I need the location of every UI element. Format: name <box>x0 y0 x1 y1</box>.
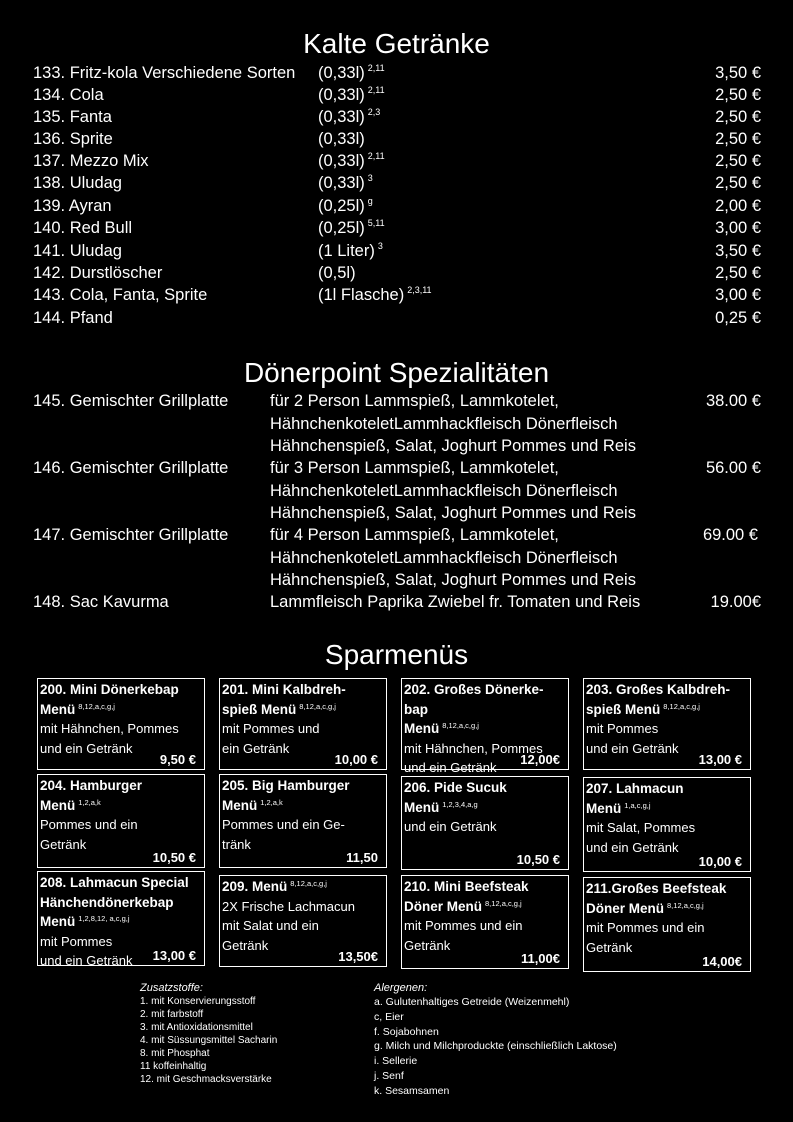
drink-size <box>318 284 432 306</box>
combo-menu-additive-note: 8,12,a,c,g,j <box>485 898 522 908</box>
combo-menu-title-text: 200. Mini Dönerkebap Menü <box>40 682 179 717</box>
allergens-title: Alergenen: <box>374 982 428 994</box>
drink-size-value: (0,33l) <box>318 108 365 126</box>
additive-item: 11 koffeinhaltig <box>140 1061 207 1072</box>
drink-row <box>0 172 793 194</box>
additive-item: 12. mit Geschmacksverstärke <box>140 1074 272 1085</box>
combo-menu-additive-note: 8,12,a,c,g,j <box>290 879 327 888</box>
drink-size <box>318 172 373 194</box>
combo-menu-card <box>219 678 387 770</box>
drink-additive-note: 2,11 <box>367 85 385 95</box>
special-description-line: für 2 Person Lammspieß, Lammkotelet, <box>270 392 559 410</box>
combo-menu-title-text: 211.Großes Beefsteak Döner Menü <box>586 881 727 916</box>
drink-row <box>0 106 793 128</box>
special-name: 148. Sac Kavurma <box>33 593 169 611</box>
drink-name: 133. Fritz-kola Verschiedene Sorten <box>33 64 296 82</box>
combo-menu-title-text: 205. Big Hamburger Menü <box>222 778 350 813</box>
combo-menu-additive-note: 8,12,a,c,g,j <box>663 701 700 711</box>
combo-menu-card <box>37 774 205 868</box>
combo-menu-price: 13,00 € <box>152 947 196 963</box>
drink-size-value: (0,33l) <box>318 152 365 170</box>
drink-price: 2,50 € <box>715 130 761 148</box>
drink-row <box>0 262 793 284</box>
additive-item: 3. mit Antioxidationsmittel <box>140 1022 253 1033</box>
combo-menu-price: 11,50 <box>346 849 378 865</box>
combo-menu-price: 10,50 € <box>152 849 196 865</box>
drink-price: 2,50 € <box>715 86 761 104</box>
combo-menu-description: Pommes und ein Getränk <box>40 817 138 852</box>
drink-size <box>318 106 380 128</box>
combo-menu-card <box>37 678 205 770</box>
combo-menu-card <box>401 875 569 969</box>
drink-row <box>0 240 793 262</box>
drink-size <box>318 128 365 150</box>
combo-menu-description: mit Hähnchen, Pommes und ein Getränk <box>404 740 543 775</box>
combo-menu-price: 13,00 € <box>698 751 742 767</box>
combo-menu-additive-note: 1,2,8,12, a,c,g,j <box>78 914 130 923</box>
drink-name: 141. Uludag <box>33 242 122 260</box>
combo-menu-price: 12,00€ <box>520 751 560 767</box>
combo-menu-price: 10,50 € <box>516 851 560 867</box>
special-description <box>270 591 690 614</box>
special-description-line: Hähnchenspieß, Salat, Joghurt Pommes und Reis <box>270 437 636 455</box>
special-price: 69.00 € <box>702 526 758 544</box>
drink-size <box>318 195 373 217</box>
drink-size-value: (1l Flasche) <box>318 286 405 304</box>
drink-row <box>0 217 793 239</box>
special-description-line: HähnchenkoteletLammhackfleisch Dönerfleisch <box>270 548 618 567</box>
drink-row <box>0 150 793 172</box>
combo-menu-description: mit Pommes und ein Getränk <box>40 933 133 968</box>
combo-menu-title-text: 203. Großes Kalbdreh- spieß Menü <box>586 682 731 717</box>
drink-size <box>318 240 383 262</box>
combo-menu-title <box>404 778 566 817</box>
combo-menu-card <box>219 774 387 868</box>
drink-size-value: (0,33l) <box>318 130 365 148</box>
combo-menu-card <box>219 875 387 967</box>
allergen-item: g. Milch und Milchproduckte (einschließlich Laktose) <box>374 1040 617 1053</box>
combo-menu-title-text: 201. Mini Kalbdreh- spieß Menü <box>222 682 346 717</box>
combo-menu-price: 10,00 € <box>334 751 378 767</box>
special-description-line: Hähnchenspieß, Salat, Joghurt Pommes und Reis <box>270 504 636 522</box>
combo-menu-description: mit Salat, Pommes und ein Getränk <box>586 820 696 855</box>
combo-menu-title <box>222 680 384 719</box>
drink-size-value: (0,33l) <box>318 86 365 104</box>
combo-menu-price: 10,00 € <box>698 853 742 869</box>
combo-menu-additive-note: 1,2,3,4,a,g <box>442 799 478 809</box>
combo-menu-title <box>404 680 566 739</box>
combo-menus-title: Sparmenüs <box>324 639 469 670</box>
special-description-line: für 3 Person Lammspieß, Lammkotelet, <box>270 459 559 477</box>
additive-item: 8. mit Phosphat <box>140 1048 210 1059</box>
drink-additive-note: 2,11 <box>367 63 385 73</box>
combo-menu-title-text: 202. Großes Dönerke- bap Menü <box>404 682 544 736</box>
drink-name: 139. Ayran <box>33 197 112 215</box>
drink-additive-note: 2,11 <box>367 151 385 161</box>
combo-menu-description: mit Pommes und ein Getränk <box>222 721 320 756</box>
special-description-line: HähnchenkoteletLammhackfleisch Dönerfleisch <box>270 481 618 500</box>
drink-size <box>318 84 385 106</box>
special-description-line: für 4 Person Lammspieß, Lammkotelet, <box>270 526 559 544</box>
combo-menu-title-text: 210. Mini Beefsteak Döner Menü <box>404 879 529 914</box>
combo-menu-title-text: 208. Lahmacun Special Hänchendönerkebap Menü <box>40 875 189 929</box>
combo-menu-additive-note: 8,12,a,c,g,j <box>299 701 336 711</box>
drink-size <box>318 262 356 284</box>
additive-item: 1. mit Konservierungsstoff <box>140 996 256 1007</box>
special-description <box>270 524 690 592</box>
drink-price: 2,50 € <box>715 174 761 192</box>
combo-menu-description: mit Pommes und ein Getränk <box>404 918 523 953</box>
allergen-item: j. Senf <box>374 1069 404 1082</box>
combo-menu-price: 11,00€ <box>520 950 560 966</box>
special-description-line: Hähnchenspieß, Salat, Joghurt Pommes und Reis <box>270 571 636 589</box>
additive-item: 2. mit farbstoff <box>140 1009 204 1020</box>
combo-menu-description: mit Hähnchen, Pommes und ein Getränk <box>40 721 179 756</box>
drink-name: 137. Mezzo Mix <box>33 152 149 170</box>
drink-price: 3,50 € <box>715 64 761 82</box>
combo-menu-title <box>40 873 202 932</box>
allergen-item: f. Sojabohnen <box>374 1025 439 1038</box>
drink-name: 138. Uludag <box>33 174 122 192</box>
special-description <box>270 390 690 458</box>
combo-menu-title <box>222 877 384 897</box>
drink-row <box>0 128 793 150</box>
drink-price: 0,25 € <box>715 309 761 327</box>
combo-menu-additive-note: 8,12,a,c,g,j <box>667 900 704 910</box>
drink-name: 143. Cola, Fanta, Sprite <box>33 286 208 304</box>
drink-size <box>318 150 385 172</box>
combo-menu-title-text: 207. Lahmacun Menü <box>586 781 684 816</box>
combo-menu-additive-note: 1,2,a,k <box>78 797 101 807</box>
combo-menu-additive-note: 1,a,c,g,j <box>624 800 651 810</box>
special-name: 145. Gemischter Grillplatte <box>33 392 229 410</box>
combo-menu-title <box>222 776 384 815</box>
combo-menu-description: mit Pommes und ein Getränk <box>586 721 679 756</box>
combo-menu-title <box>586 680 748 719</box>
combo-menu-title-text: 204. Hamburger Menü <box>40 778 143 813</box>
combo-menu-description: 2X Frische Lachmacun mit Salat und ein Getränk <box>222 898 355 953</box>
drink-additive-note: 3 <box>377 241 383 251</box>
combo-menu-price: 13,50€ <box>338 948 378 964</box>
special-price: 38.00 € <box>705 392 761 410</box>
drink-additive-note: 5,11 <box>367 218 385 228</box>
allergens-legend <box>374 981 617 1099</box>
special-description <box>270 457 690 525</box>
drink-row <box>0 62 793 84</box>
cold-drinks-title: Kalte Getränke <box>303 28 490 59</box>
combo-menu-description: und ein Getränk <box>404 819 497 834</box>
drink-size <box>318 62 385 84</box>
drink-size <box>318 217 385 239</box>
combo-menu-card <box>583 678 751 770</box>
combo-menu-title-text: 206. Pide Sucuk Menü <box>404 780 507 815</box>
drink-name: 142. Durstlöscher <box>33 264 163 282</box>
drink-size-value: (0,25l) <box>318 197 365 215</box>
combo-menu-description: Pommes und ein Ge- tränk <box>222 817 345 852</box>
allergen-item: a. Gulutenhaltiges Getreide (Weizenmehl) <box>374 996 570 1008</box>
drink-size-value: (0,5l) <box>318 264 356 282</box>
combo-menu-description: mit Pommes und ein Getränk <box>586 920 705 955</box>
combo-menu-price: 14,00€ <box>702 953 742 969</box>
drink-name: 135. Fanta <box>33 108 112 126</box>
combo-menu-title <box>40 680 202 719</box>
drink-price: 2,50 € <box>715 264 761 282</box>
drink-price: 2,50 € <box>715 108 761 126</box>
combo-menu-price: 9,50 € <box>159 751 196 767</box>
drink-additive-note: g <box>367 196 373 206</box>
special-price: 19.00€ <box>710 593 761 611</box>
drink-price: 3,00 € <box>715 219 761 237</box>
drink-additive-note: 2,3,11 <box>407 285 432 295</box>
drink-row <box>0 284 793 306</box>
special-description-line: HähnchenkoteletLammhackfleisch Dönerfleisch <box>270 414 618 433</box>
drink-row <box>0 307 793 329</box>
combo-menu-additive-note: 1,2,a,k <box>260 797 283 807</box>
allergen-item: i. Sellerie <box>374 1055 418 1068</box>
special-description-line: Lammfleisch Paprika Zwiebel fr. Tomaten und Reis <box>270 593 641 611</box>
drink-additive-note: 2,3 <box>367 107 381 117</box>
drink-price: 2,50 € <box>715 152 761 170</box>
drink-size-value: (0,33l) <box>318 64 365 82</box>
special-name: 146. Gemischter Grillplatte <box>33 459 229 477</box>
drink-row <box>0 195 793 217</box>
combo-menu-card <box>401 776 569 870</box>
drink-name: 134. Cola <box>33 86 104 104</box>
combo-menu-title <box>586 879 748 918</box>
drink-size-value: (1 Liter) <box>318 242 375 260</box>
combo-menu-title <box>586 779 748 818</box>
allergen-item: k. Sesamsamen <box>374 1084 450 1097</box>
combo-menu-card <box>583 777 751 872</box>
drink-name: 140. Red Bull <box>33 219 133 237</box>
additives-title: Zusatzstoffe: <box>140 982 203 994</box>
combo-menu-title <box>404 877 566 916</box>
combo-menu-card <box>583 877 751 972</box>
drink-name: 136. Sprite <box>33 130 113 148</box>
drink-additive-note: 3 <box>367 173 373 183</box>
drink-price: 3,00 € <box>715 286 761 304</box>
drink-size-value: (0,33l) <box>318 174 365 192</box>
drink-row <box>0 84 793 106</box>
special-price: 56.00 € <box>705 459 761 477</box>
combo-menu-additive-note: 8,12,a,c,g,j <box>442 721 479 730</box>
allergen-item: c, Eier <box>374 1010 404 1023</box>
drink-price: 2,00 € <box>715 197 761 215</box>
drink-size-value: (0,25l) <box>318 219 365 237</box>
additive-item: 4. mit Süssungsmittel Sacharin <box>140 1035 278 1046</box>
combo-menu-title <box>40 776 202 815</box>
drink-price: 3,50 € <box>715 242 761 260</box>
specials-title: Dönerpoint Spezialitäten <box>243 357 550 388</box>
combo-menu-card <box>401 678 569 775</box>
combo-menu-additive-note: 8,12,a,c,g,j <box>78 701 115 711</box>
combo-menu-title-text: 209. Menü <box>222 879 288 894</box>
additives-legend <box>140 981 277 1086</box>
combo-menu-card <box>37 871 205 966</box>
drink-name: 144. Pfand <box>33 309 113 327</box>
special-name: 147. Gemischter Grillplatte <box>33 526 229 544</box>
